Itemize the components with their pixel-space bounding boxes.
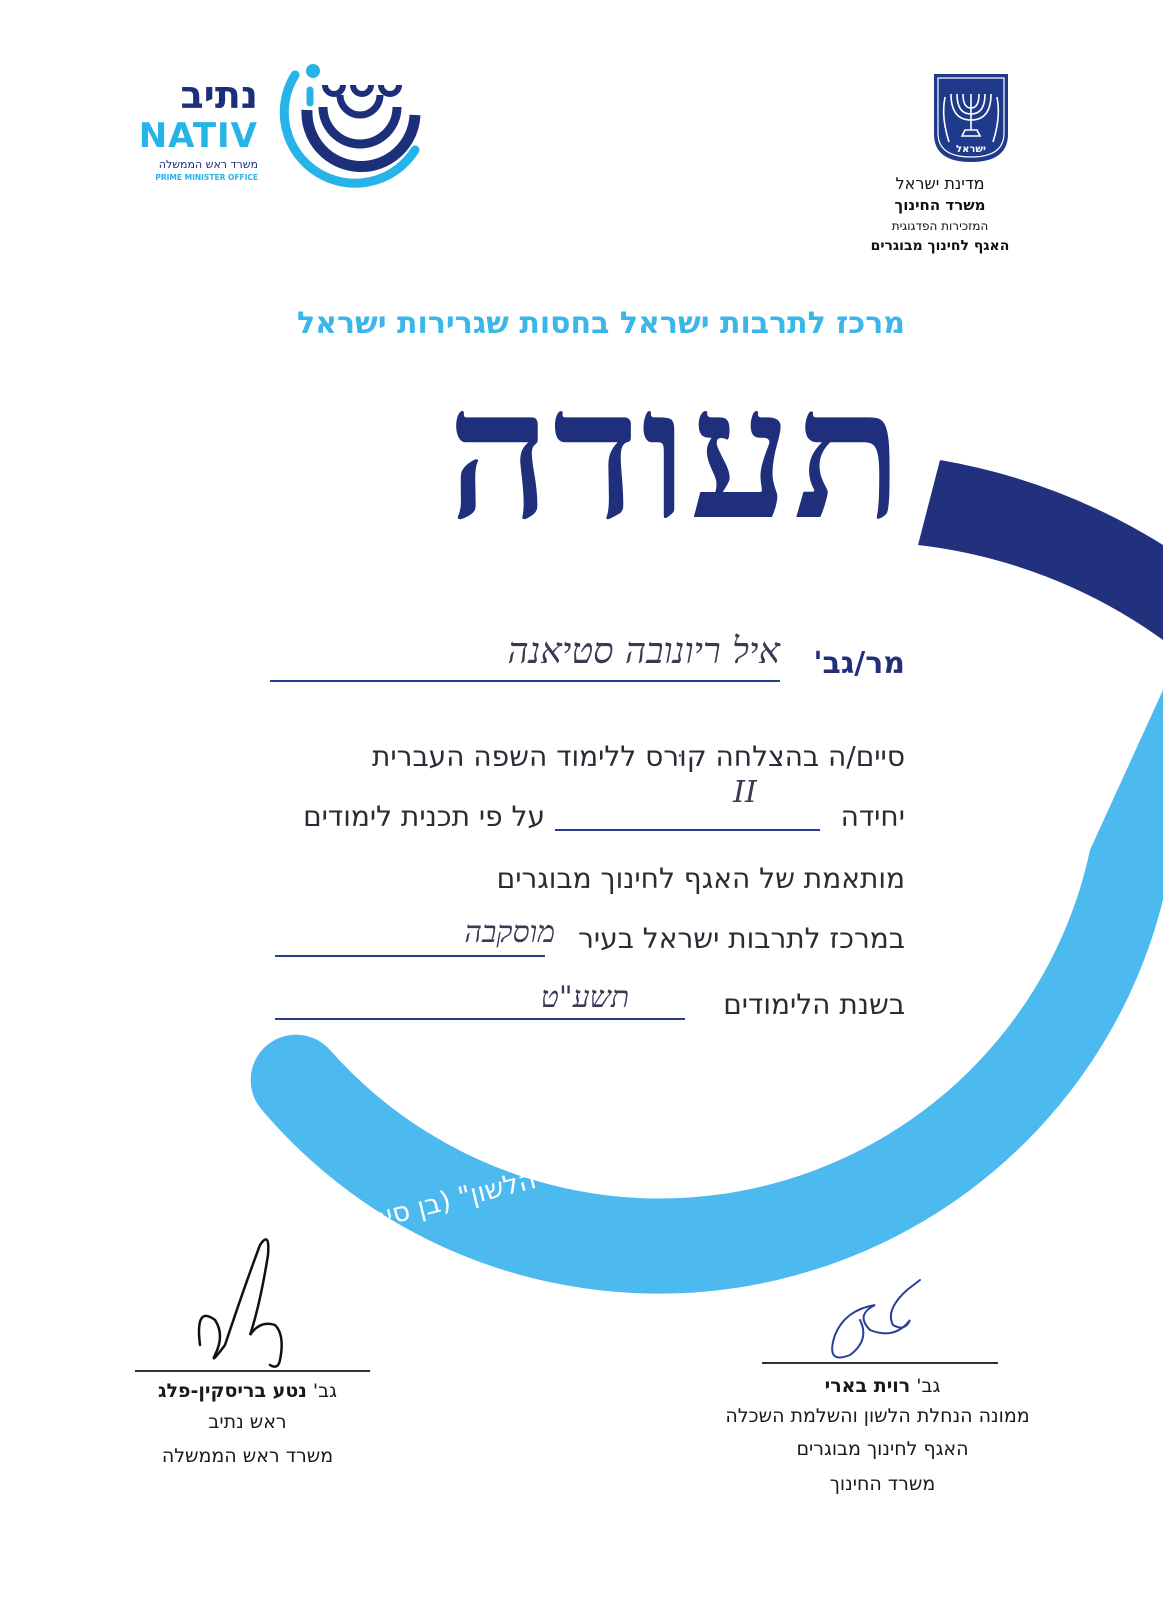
unit-underline xyxy=(555,829,820,831)
certificate-title: תעודה xyxy=(447,349,905,560)
left-signer-name xyxy=(130,1380,365,1402)
city-label: במרכז לתרבות ישראל בעיר xyxy=(578,922,905,955)
right-signature-line xyxy=(762,1362,998,1364)
year-label: בשנת הלימודים xyxy=(723,988,905,1021)
city-underline xyxy=(275,955,545,957)
right-signer-name xyxy=(740,1375,1025,1397)
center-title: מרכז לתרבות ישראל בחסות שגרירות ישראל xyxy=(296,306,905,341)
gov-ministry-name: משרד החינוך xyxy=(894,196,986,214)
right-signer-prefix: גב' xyxy=(916,1375,941,1397)
year-value: תשע"ט xyxy=(540,980,630,1015)
nativ-english-name: NATIV xyxy=(138,116,258,156)
left-signature xyxy=(190,1225,300,1375)
unit-label: יחידה xyxy=(840,800,905,833)
unit-value: II xyxy=(733,775,757,810)
year-underline xyxy=(275,1018,685,1020)
left-signature-line xyxy=(135,1370,370,1372)
recipient-underline xyxy=(270,680,780,682)
gov-secretariat-name: המזכירות הפדגוגית xyxy=(891,219,989,233)
city-value: מוסקבה xyxy=(464,915,555,950)
left-signer-fullname: נטע בריסקין-פלג xyxy=(158,1380,307,1402)
gov-state-name: מדינת ישראל xyxy=(895,174,985,193)
left-signer-prefix: גב' xyxy=(312,1380,337,1402)
right-signer-dept: האגף לחינוך מבוגרים xyxy=(796,1438,969,1460)
nativ-mark-icon xyxy=(265,55,440,190)
left-signer-role: ראש נתיב xyxy=(208,1411,287,1433)
curriculum-text: על פי תכנית לימודים xyxy=(303,800,545,833)
department-text: מותאמת של האגף לחינוך מבוגרים xyxy=(496,862,905,895)
emblem-text: ישראל xyxy=(956,144,986,155)
right-signer-role: ממונה הנחלת הלשון והשלמת השכלה xyxy=(725,1405,1030,1427)
nativ-hebrew-office: משרד ראש הממשלה xyxy=(158,158,258,171)
gov-department-name: האגף לחינוך מבוגרים xyxy=(870,238,1010,254)
left-signer-org: משרד ראש הממשלה xyxy=(161,1445,334,1467)
right-signer-org: משרד החינוך xyxy=(829,1473,936,1495)
navy-arc xyxy=(918,460,1163,640)
recipient-label: מר/גב' xyxy=(813,646,905,681)
nativ-logo xyxy=(110,55,440,190)
recipient-name: איל ריונובה סטיאנה xyxy=(507,631,780,672)
israel-emblem-icon xyxy=(932,72,1010,164)
completion-text: סיים/ה בהצלחה קוּרס ללימוד השפה העברית xyxy=(372,740,905,773)
right-signer-fullname: רוית בארי xyxy=(824,1375,911,1397)
nativ-english-office: PRIME MINISTER OFFICE xyxy=(155,173,258,182)
right-signature xyxy=(815,1270,930,1370)
quote-text: "חכמת איש ביד הלשון" (בן סירא) xyxy=(340,1119,720,1242)
nativ-hebrew-name: נתיב xyxy=(180,73,258,117)
